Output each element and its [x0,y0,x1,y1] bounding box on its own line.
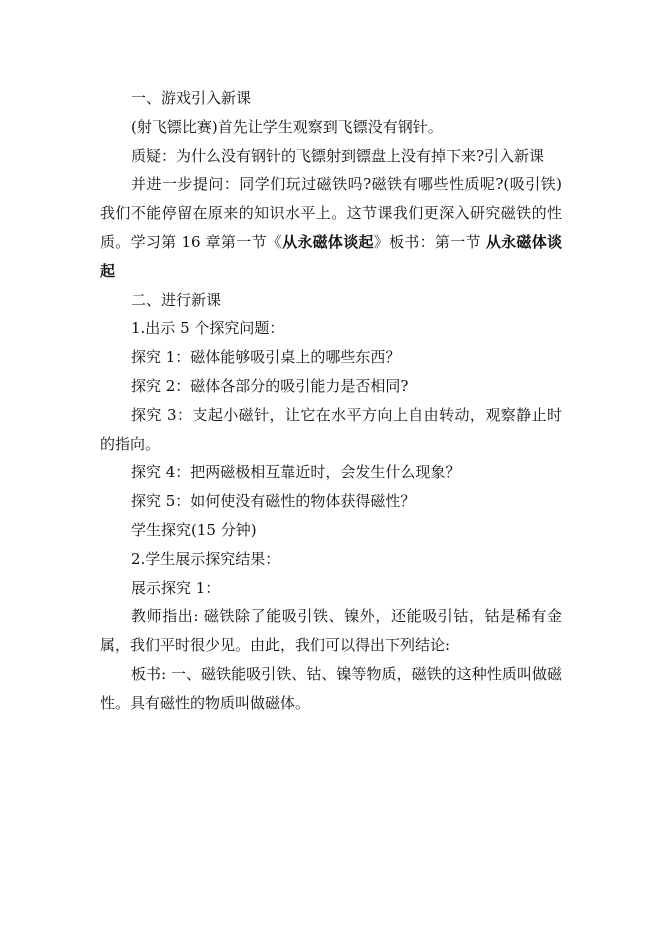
section-heading-new-lesson: 二、进行新课 [131,290,222,309]
paragraph: 教师指出: 磁铁除了能吸引铁、镍外，还能吸引钴，钴是稀有金属，我们平时很少见。由此，我们可以得出下列结论: [100,607,562,655]
paragraph: 板书: 一、磁铁能吸引铁、钴、镍等物质，磁铁的这种性质叫做磁性。具有磁性的物质叫做磁体。 [100,664,562,712]
paragraph-with-title [100,170,562,285]
inquiry-item: 探究 4：把两磁极相互靠近时，会发生什么现象？ [131,463,461,482]
inquiry-item: 探究 3：支起小磁针，让它在水平方向上自由转动，观察静止时的指向。 [100,405,562,453]
paragraph: 学生探究(15 分钟) [131,520,257,539]
paragraph: 2.学生展示探究结果： [131,549,281,568]
inquiry-item: 探究 2：磁体各部分的吸引能力是否相同? [131,376,409,395]
paragraph: 质疑：为什么没有钢针的飞镖射到镖盘上没有掉下来?引入新课 [131,146,545,165]
inquiry-item: 探究 1：磁体能够吸引桌上的哪些东西？ [131,348,401,367]
paragraph-text: 》板书：第一节 [373,232,486,251]
section-heading-intro: 一、游戏引入新课 [131,89,252,107]
lesson-title: 从永磁体谈起 [100,232,562,280]
paragraph: (射飞镖比赛)首先让学生观察到飞镖没有钢针。 [131,117,443,136]
document-body [100,84,562,718]
paragraph: 1.出示 5 个探究问题： [131,319,285,338]
paragraph: 展示探究 1： [131,578,221,597]
inquiry-item: 探究 5：如何使没有磁性的物体获得磁性？ [131,492,416,511]
lesson-title: 从永磁体谈起 [282,232,374,251]
paragraph-text: 并进一步提问：同学们玩过磁铁吗?磁铁有哪些性质呢?(吸引铁)我们不能停留在原来的知识水平上。这节课我们更深入研究磁铁的性质。学习第 16 章第一节《 [100,175,562,251]
